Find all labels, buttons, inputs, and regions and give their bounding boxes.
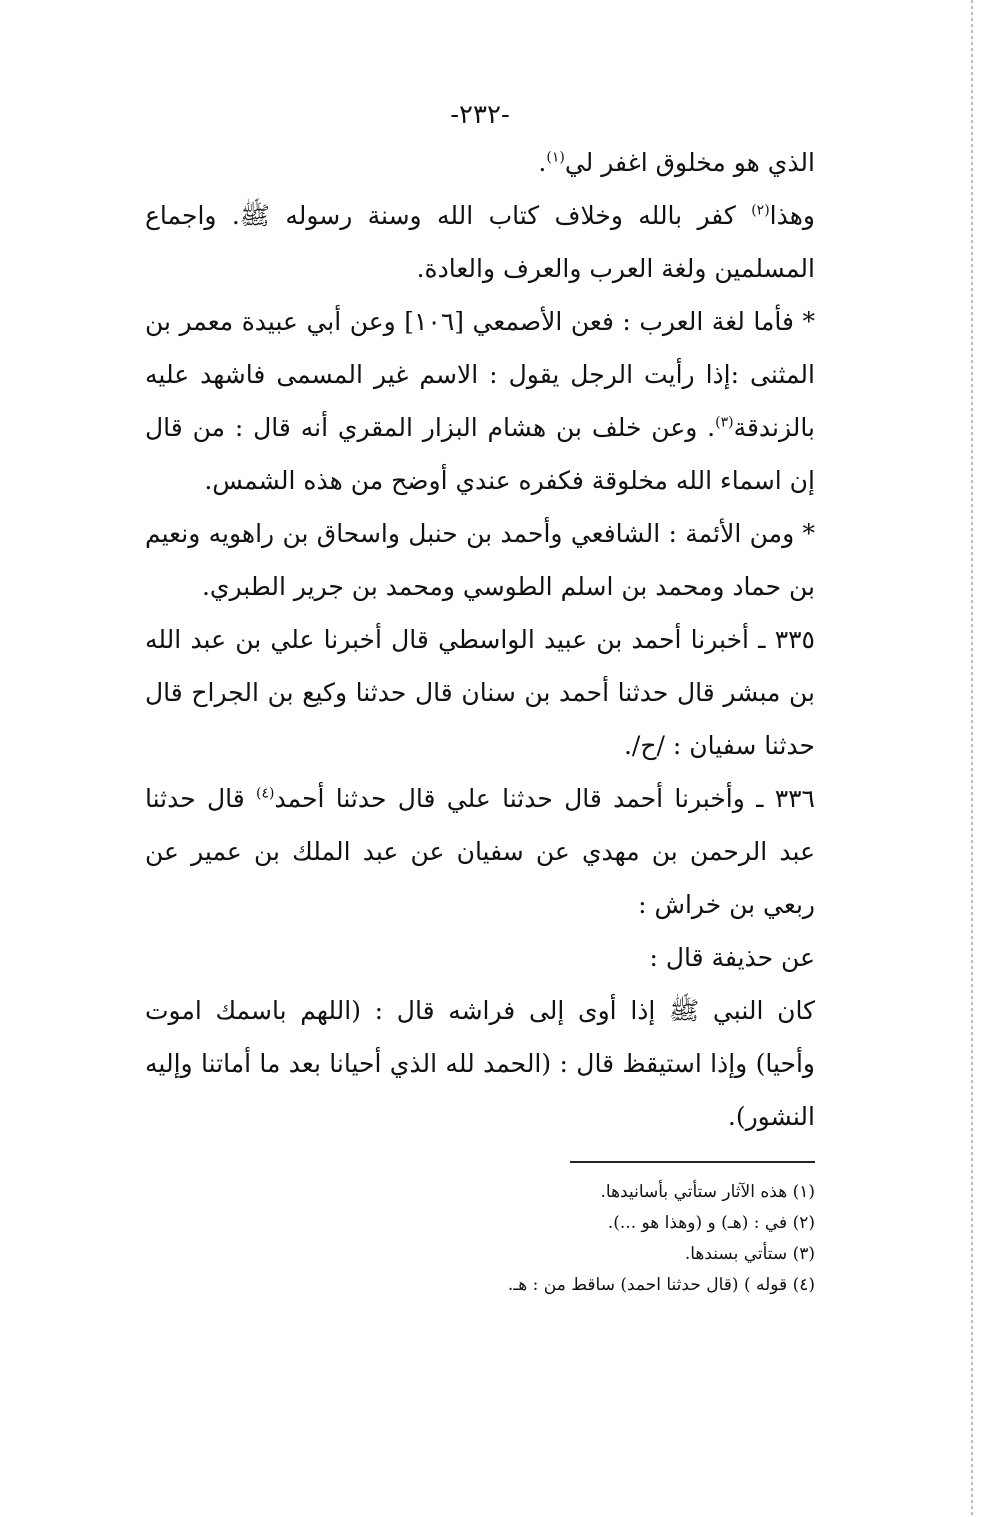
page-number: -٢٣٢- [450, 100, 510, 130]
paragraph-text: * ومن الأئمة : الشافعي وأحمد بن حنبل واسحاق بن راهويه ونعيم بن حماد ومحمد بن اسلم الطوسي ومحمد بن جرير الطبري. [145, 519, 815, 601]
paragraph-7 [145, 931, 815, 984]
paragraph-3 [145, 295, 815, 507]
paragraph-text: * فأما لغة العرب : فعن الأصمعي [١٠٦] وعن أبي عبيدة معمر بن المثنى :إذا رأيت الرجل يقول : الاسم غير المسمى فاشهد عليه بالزندقة [145, 307, 815, 442]
paragraph-6 [145, 772, 815, 931]
footnote-reference: (٢) [751, 202, 770, 219]
footnote-4: (٤) قوله ) (قال حدثنا احمد) ساقط من : هـ. [507, 1275, 815, 1295]
paragraph-text: . وعن خلف بن هشام البزار المقري أنه قال : من قال إن اسماء الله مخلوقة فكفره عندي أوضح من هذه الشمس. [145, 413, 815, 495]
footnote-reference: (٤) [256, 785, 275, 802]
footnote-2: (٢) في : (هـ) و (وهذا هو ...). [607, 1213, 815, 1233]
footnote-1: (١) هذه الآثار ستأتي بأسانيدها. [600, 1182, 815, 1202]
paragraph-text: ٣٣٥ ـ أخبرنا أحمد بن عبيد الواسطي قال أخبرنا علي بن عبد الله بن مبشر قال حدثنا أحمد بن سنان قال حدثنا وكيع بن الجراح قال حدثنا سفيان : /ح/. [145, 625, 815, 760]
paragraph-text: . [538, 148, 547, 177]
footnotes [145, 1177, 815, 1301]
footnote-3: (٣) ستأتي بسندها. [684, 1244, 815, 1264]
paragraph-5 [145, 613, 815, 772]
paragraph-4 [145, 507, 815, 613]
main-text [145, 136, 815, 1143]
scan-edge-line [971, 0, 973, 1517]
paragraph-8 [145, 984, 815, 1143]
paragraph-text: قال حدثنا عبد الرحمن بن مهدي عن سفيان عن عبد الملك بن عمير عن ربعي بن خراش : [145, 784, 815, 919]
footnote-reference: (١) [546, 149, 565, 166]
paragraph-text: كان النبي ﷺ إذا أوى إلى فراشه قال : (اللهم باسمك اموت وأحيا) وإذا استيقظ قال : (الحمد لله الذي أحيانا بعد ما أماتنا وإليه النشور). [145, 996, 815, 1131]
paragraph-text: الذي هو مخلوق اغفر لي [564, 148, 815, 177]
footnote-divider [570, 1161, 815, 1163]
paragraph-text: ٣٣٦ ـ وأخبرنا أحمد قال حدثنا علي قال حدثنا أحمد [274, 784, 815, 813]
paragraph-1 [145, 136, 815, 189]
footnote-reference: (٣) [715, 414, 734, 431]
paragraph-text: كفر بالله وخلاف كتاب الله وسنة رسوله ﷺ. واجماع المسلمين ولغة العرب والعرف والعادة. [145, 201, 815, 283]
paragraph-2 [145, 189, 815, 295]
book-page [145, 100, 815, 1301]
paragraph-text: عن حذيفة قال : [649, 943, 815, 972]
paragraph-text: وهذا [769, 201, 815, 230]
